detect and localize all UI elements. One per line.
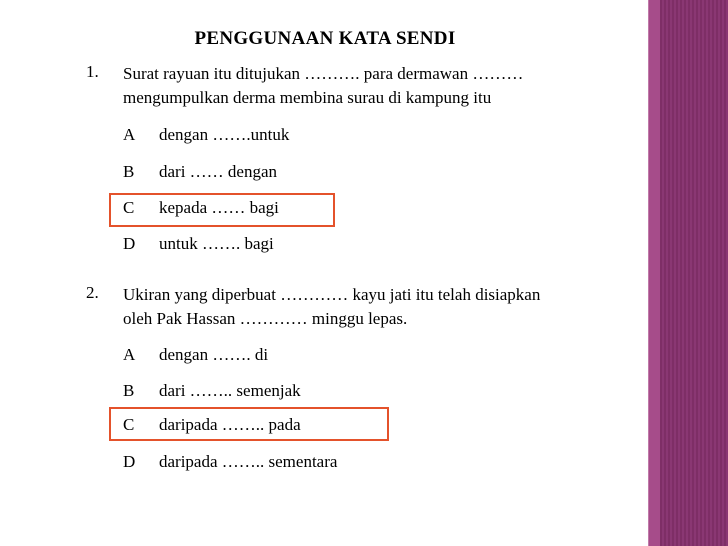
option-text: dengan …….untuk — [159, 125, 290, 144]
question-line: oleh Pak Hassan ………… minggu lepas. — [123, 309, 408, 328]
question-line: mengumpulkan derma membina surau di kampung itu — [123, 88, 492, 107]
option-text: dari …….. semenjak — [159, 381, 301, 400]
page-title: PENGGUNAAN KATA SENDI — [194, 28, 456, 49]
option-letter: B — [123, 162, 135, 181]
question-number: 1. — [86, 62, 99, 81]
option-letter: D — [123, 234, 136, 253]
option-text: daripada …….. pada — [159, 415, 301, 434]
option-letter: A — [123, 125, 136, 144]
question-text — [123, 62, 633, 110]
option-text: untuk ……. bagi — [159, 234, 274, 253]
decorative-band-light — [649, 0, 660, 546]
option-letter: D — [123, 452, 136, 471]
option-text: kepada …… bagi — [159, 198, 279, 217]
option-text: dengan ……. di — [159, 345, 269, 364]
question-text — [123, 283, 633, 331]
option-text: daripada …….. sementara — [159, 452, 338, 471]
option-letter: B — [123, 381, 135, 400]
option-letter: C — [123, 198, 135, 217]
option-letter: A — [123, 345, 136, 364]
option-text: dari …… dengan — [159, 162, 278, 181]
option-letter: C — [123, 415, 135, 434]
question-line: Surat rayuan itu ditujukan ………. para dermawan ……… — [123, 64, 524, 83]
question-number: 2. — [86, 283, 99, 302]
question-line: Ukiran yang diperbuat ………… kayu jati itu telah disiapkan — [123, 285, 541, 304]
decorative-band — [660, 0, 728, 546]
